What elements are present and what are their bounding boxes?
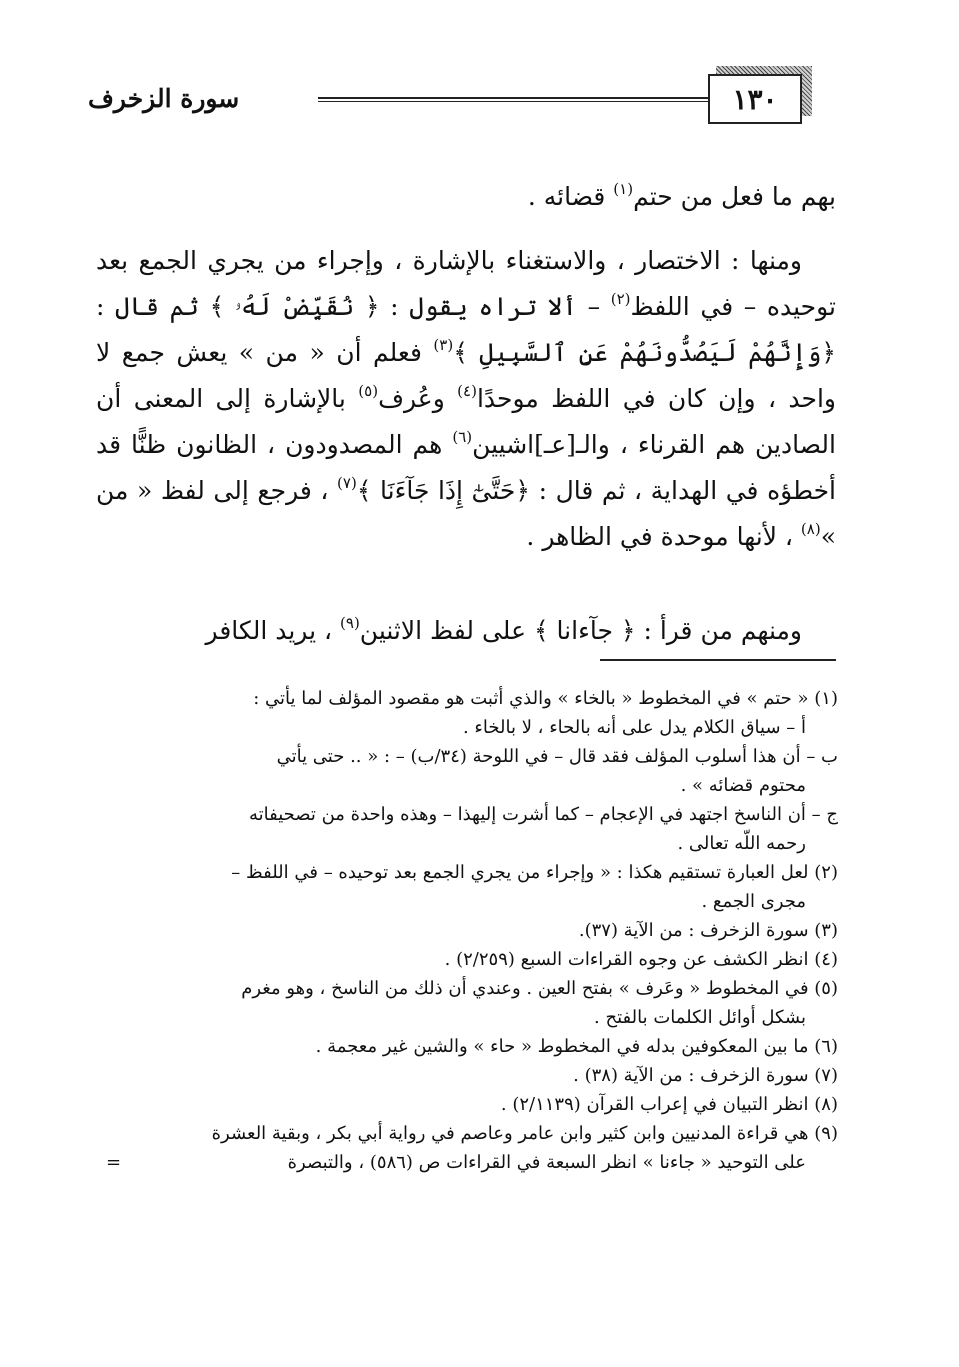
footnote-1-line-a: أ – سياق الكلام يدل على أنه بالحاء ، لا بالخاء . — [462, 717, 806, 738]
footnote-1-line-b-cont: محتوم قضائه » . — [680, 775, 806, 796]
quran-quote-4: ﴿ جآءانا ﴾ — [533, 616, 636, 645]
footnote-text: على التوحيد « جاءنا » انظر السبعة في القراءات ص (٥٨٦) ، والتبصرة — [287, 1152, 806, 1173]
footnote-number: (٩) — [814, 1123, 838, 1144]
footnote-ref-1: (١) — [613, 180, 634, 198]
surah-title: سورة الزخرف — [88, 84, 240, 113]
footnote-ref-9: (٩) — [340, 614, 360, 632]
footnote-text: انظر الكشف عن وجوه القراءات السبع (٢/٢٥٩) . — [444, 949, 815, 970]
footnote-ref-2: (٢) — [610, 290, 631, 308]
footnote-text: لعل العبارة تستقيم هكذا : « وإجراء من يجري الجمع بعد توحيده – في اللفظ – — [231, 862, 815, 883]
paragraph-3 — [96, 608, 836, 654]
footnote-number: (٣) — [814, 920, 838, 941]
footnote-9 — [100, 1119, 838, 1148]
footnote-ref-8: (٨) — [800, 520, 821, 538]
header-rule — [318, 97, 710, 102]
p2-text-b: – ألا تراه يقول : — [379, 292, 611, 321]
footnote-text: في المخطوط « وعَرف » بفتح العين . وعندي أن ذلك من الناسخ ، وهو مغرم — [241, 978, 815, 999]
page-number: ١٣٠ — [708, 74, 802, 124]
page-number-box — [708, 66, 812, 124]
footnote-4 — [100, 945, 838, 974]
p2-text-i: ، لأنها موحدة في الظاهر . — [526, 522, 801, 551]
footnote-1-line-c-cont: رحمه اللّه تعالى . — [677, 833, 806, 854]
footnote-number: (٦) — [814, 1036, 838, 1057]
p3-text-b: على لفظ الاثنين — [359, 616, 534, 645]
footnote-number: (٨) — [814, 1094, 838, 1115]
quran-quote-2: ﴿وَإِنَّهُمْ لَيَصُدُّونَهُمْ عَنِ ٱلسَّبِيلِ ﴾ — [453, 338, 836, 367]
p3-text-a: ومنهم من قرأ : — [635, 616, 802, 645]
footnote-1 — [100, 684, 838, 713]
p2-text-g: هم المصدودون ، الظانون ظنًّا قد أخطؤه في الهداية ، ثم قال : — [96, 430, 836, 505]
p1-text-b: قضائه . — [527, 182, 614, 211]
footnote-9-cont — [100, 1148, 838, 1177]
footnote-2 — [100, 858, 838, 887]
p2-text-h: ، فرجع إلى لفظ « من » — [96, 476, 836, 551]
p2-text-c: ثم قال : — [96, 292, 210, 321]
footnote-number: (٥) — [814, 978, 838, 999]
footnote-8 — [100, 1090, 838, 1119]
footnote-number: (١) — [814, 688, 838, 709]
footnote-ref-6: (٦) — [452, 428, 473, 446]
footnote-separator — [600, 659, 836, 661]
footnote-5-cont: بشكل أوائل الكلمات بالفتح . — [594, 1007, 806, 1028]
footnote-text: انظر التبيان في إعراب القرآن (٢/١١٣٩) . — [500, 1094, 815, 1115]
p1-text-a: بهم ما فعل من حتم — [633, 182, 836, 211]
paragraph-2 — [96, 238, 836, 560]
footnote-1-line-b: ب – أن هذا أسلوب المؤلف فقد قال – في اللوحة (٣٤/ب) – : « .. حتى يأتي — [276, 746, 838, 767]
footnote-ref-5: (٥) — [358, 382, 379, 400]
footnote-text: ما بين المعكوفين بدله في المخطوط « حاء » والشين غير معجمة . — [315, 1036, 815, 1057]
footnote-6 — [100, 1032, 838, 1061]
continuation-mark: = — [106, 1152, 122, 1173]
footnotes — [100, 684, 838, 1177]
footnote-text: « حتم » في المخطوط « بالخاء » والذي أثبت هو مقصود المؤلف لما يأتي : — [253, 688, 815, 709]
footnote-number: (٤) — [814, 949, 838, 970]
footnote-5 — [100, 974, 838, 1003]
p2-text-e: وعُرف — [378, 384, 458, 413]
footnote-ref-3: (٣) — [433, 336, 454, 354]
p3-text-c: ، يريد الكافر — [205, 616, 341, 645]
footnote-number: (٢) — [814, 862, 838, 883]
footnote-text: سورة الزخرف : من الآية (٣٧). — [578, 920, 815, 941]
footnote-ref-4: (٤) — [457, 382, 477, 400]
footnote-text: هي قراءة المدنيين وابن كثير وابن عامر وعاصم في رواية أبي بكر ، وبقية العشرة — [211, 1123, 815, 1144]
footnote-7 — [100, 1061, 838, 1090]
footnote-ref-7: (٧) — [337, 474, 357, 492]
footnote-3 — [100, 916, 838, 945]
footnote-number: (٧) — [814, 1065, 838, 1086]
footnote-text: سورة الزخرف : من الآية (٣٨) . — [573, 1065, 815, 1086]
footnote-2-cont: مجرى الجمع . — [701, 891, 806, 912]
p2-text-f: بالإشارة إلى المعنى أن الصادين هم القرناء ، والـ[عـ]اشيين — [96, 384, 836, 459]
p2-text-d: فعلم أن « من » يعش جمع لا واحد ، وإن كان في اللفظ موحدًا — [96, 338, 836, 413]
quran-quote-3: ﴿حَتَّىٰٓ إِذَا جَآءَنَا ﴾ — [356, 476, 531, 505]
paragraph-1 — [96, 174, 836, 220]
p2-text-a: ومنها : الاختصار ، والاستغناء بالإشارة ، وإجراء من يجري الجمع بعد توحيده – في اللفظ — [96, 246, 836, 321]
footnote-1-line-c: ج – أن الناسخ اجتهد في الإعجام – كما أشرت إليهذا – وهذه واحدة من تصحيفاته — [248, 804, 838, 825]
quran-quote-1: ﴿ نُقَيِّضْ لَهُۥ ﴾ — [209, 292, 380, 321]
